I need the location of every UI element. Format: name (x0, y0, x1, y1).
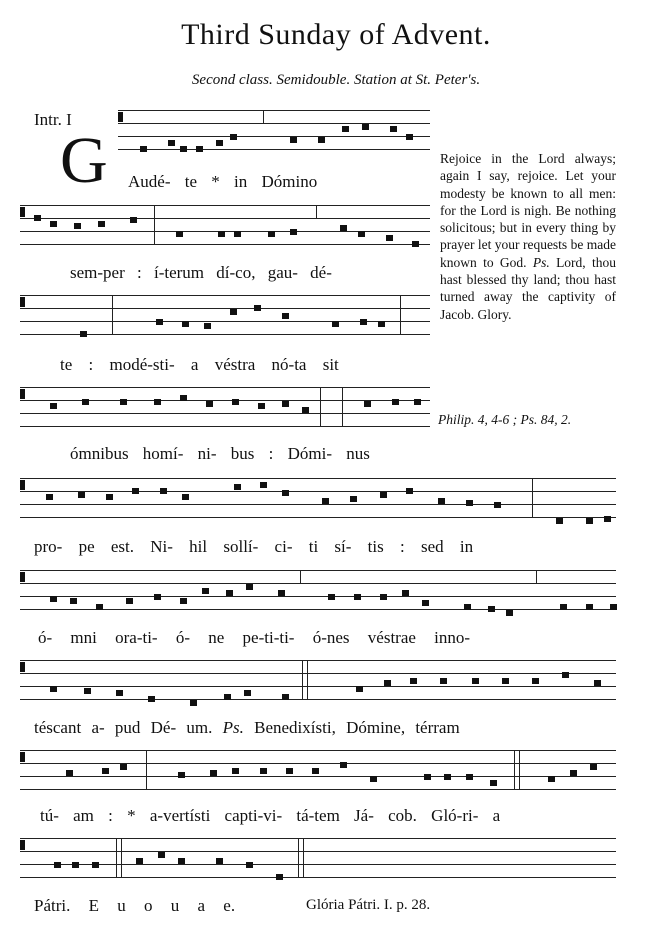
lyric-line: sem-per : í-terum dí-co, gau- dé- (70, 263, 332, 282)
music-staff (20, 750, 616, 790)
music-staff (20, 838, 616, 878)
lyric-line: Audé- te * in Dómino (128, 172, 318, 191)
lyric-line-psalm (34, 718, 460, 738)
music-staff (20, 295, 430, 335)
lyric-line: tú- am : * a-vertísti capti-vi- tá-tem Já- cob. Gló-ri- a (40, 806, 501, 825)
lyric-line: pro- pe est. Ni- hil sollí- ci- ti sí- tis : sed in (34, 537, 474, 556)
page-subtitle: Second class. Semidouble. Station at St. Peter's. (191, 72, 481, 88)
gloria-reference: Glória Pátri. I. p. 28. (306, 897, 431, 913)
music-staff (20, 387, 430, 427)
translation-psalm-text: Lord, thou hast blessed thy land; thou hast turned away the captivity of Jacob. Glory. (440, 254, 617, 322)
music-staff (20, 478, 616, 518)
lyric-line: te : modé-sti- a véstra nó-ta sit (60, 355, 339, 374)
music-staff (20, 660, 616, 700)
page-title: Third Sunday of Advent. (181, 18, 491, 51)
introit-label: Intr. I (34, 110, 72, 129)
lyric-text: téscant a- pud Dé- um. (34, 718, 213, 737)
music-staff (118, 110, 430, 150)
lyric-text: Benedixísti, Dómine, térram (254, 718, 460, 737)
music-staff (20, 570, 616, 610)
scripture-reference: Philip. 4, 4-6 ; Ps. 84, 2. (438, 412, 572, 427)
music-staff (20, 205, 430, 245)
psalm-label: Ps. (532, 254, 550, 270)
drop-cap: G (60, 124, 108, 197)
psalm-marker: Ps. (222, 718, 244, 737)
lyric-line: Pátri. E u o u a e. (34, 896, 236, 915)
english-translation (440, 150, 616, 323)
translation-text: Rejoice in the Lord always; again I say, rejoice. Let your modesty be known to all men: for the Lord is nigh. Be nothing solicitous; but in every thing by prayer let your requests be made known to God. (440, 151, 616, 270)
lyric-line: ómnibus homí- ni- bus : Dómi- nus (70, 444, 370, 463)
lyric-line: ó- mni ora-ti- ó- ne pe-ti-ti- ó-nes véstrae inno- (38, 628, 471, 647)
